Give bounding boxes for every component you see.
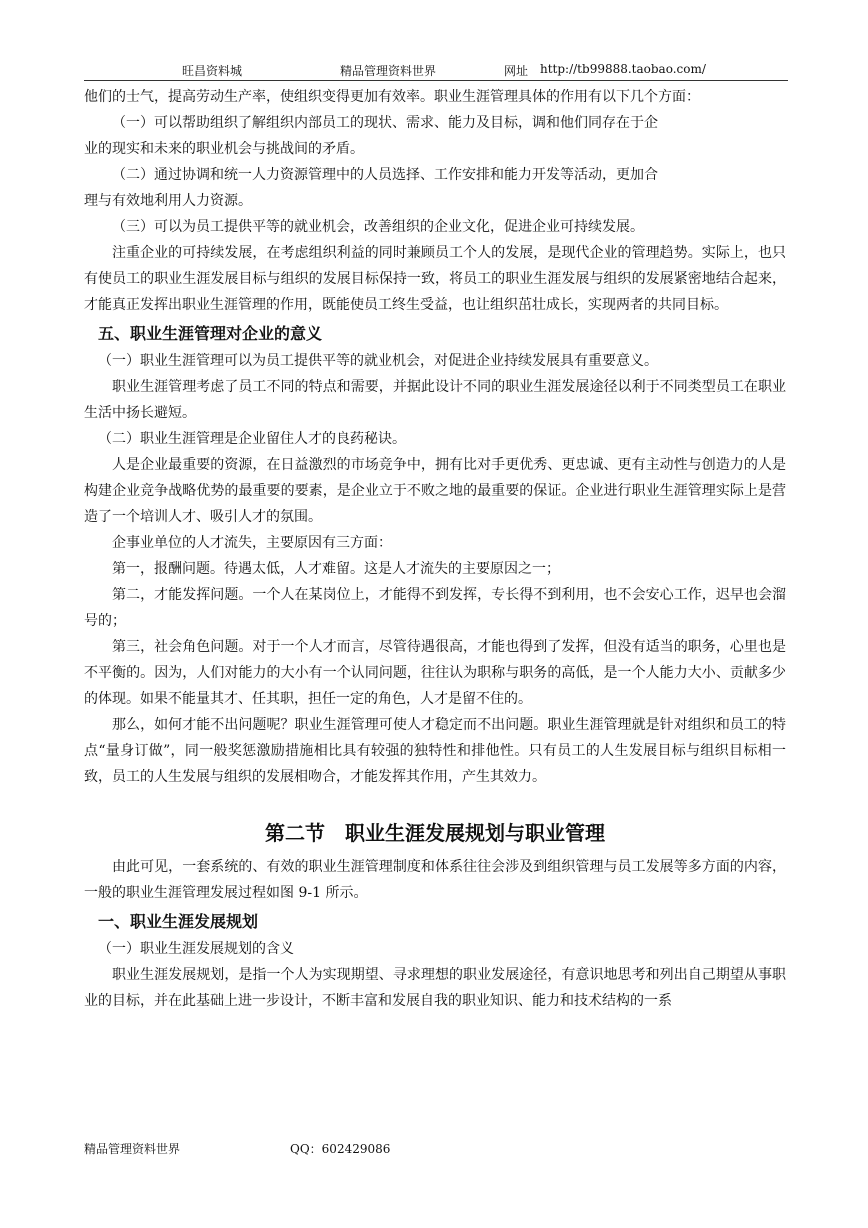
- header-url[interactable]: http://tb99888.taobao.com/: [540, 62, 706, 76]
- section-heading: 一、职业生涯发展规划: [98, 912, 259, 931]
- paragraph: 那么，如何才能不出问题呢？职业生涯管理可使人才稳定而不出问题。职业生涯管理就是针对组织和员工的特点“量身订做”，同一般奖惩激励措施相比具有较强的独特性和排他性。只有员工的人生发展目标与组织目标相一致，员工的人生发展与组织的发展相吻合，才能发挥其作用，产生其效力。: [84, 717, 786, 785]
- paragraph: 第一，报酬问题。待遇太低，人才难留。这是人才流失的主要原因之一；: [112, 561, 560, 577]
- paragraph: 第三，社会角色问题。对于一个人才而言，尽管待遇很高，才能也得到了发挥，但没有适当的职务，心里也是不平衡的。因为，人们对能力的大小有一个认同问题，往往认为职称与职务的高低，是一个人能力大小、贡献多少的体现。如果不能量其才、任其职，担任一定的角色，人才是留不住的。: [84, 639, 786, 707]
- footer-site-name: 精品管理资料世界: [84, 1142, 181, 1156]
- subsection-heading: （一）职业生涯发展规划的含义: [98, 941, 294, 957]
- page-header: [84, 60, 788, 81]
- paragraph: 注重企业的可持续发展，在考虑组织利益的同时兼顾员工个人的发展，是现代企业的管理趋势。实际上，也只有使员工的职业生涯发展目标与组织的发展目标保持一致，将员工的职业生涯发展与组织的发展紧密地结合起来，才能真正发挥出职业生涯管理的作用，既能使员工终生受益，也让组织茁壮成长，实现两者的共同目标。: [84, 245, 786, 313]
- paragraph: 职业生涯发展规划，是指一个人为实现期望、寻求理想的职业发展途径，有意识地思考和列出自己期望从事职业的目标，并在此基础上进一步设计，不断丰富和发展自我的职业知识、能力和技术结构的一系: [84, 967, 786, 1009]
- list-item: （三）可以为员工提供平等的就业机会，改善组织的企业文化，促进企业可持续发展。: [112, 219, 644, 235]
- list-item: （一）可以帮助组织了解组织内部员工的现状、需求、能力及目标，调和他们同存在于企: [112, 115, 658, 131]
- header-subtitle: 精品管理资料世界: [340, 64, 437, 78]
- paragraph: 业的现实和未来的职业机会与挑战间的矛盾。: [84, 141, 364, 157]
- section-heading: 五、职业生涯管理对企业的意义: [98, 324, 323, 343]
- paragraph: 企事业单位的人才流失，主要原因有三方面：: [112, 535, 392, 551]
- list-item: （二）职业生涯管理是企业留住人才的良药秘诀。: [98, 431, 406, 447]
- paragraph: 由此可见，一套系统的、有效的职业生涯管理制度和体系往往会涉及到组织管理与员工发展等多方面的内容，一般的职业生涯管理发展过程如图 9-1 所示。: [84, 859, 786, 901]
- header-url-label: 网址: [504, 64, 529, 78]
- paragraph: 他们的士气，提高劳动生产率，使组织变得更加有效率。职业生涯管理具体的作用有以下几个方面：: [84, 89, 700, 105]
- header-site-name: 旺昌资料城: [182, 64, 243, 78]
- document-body: [84, 84, 786, 1014]
- footer-qq: QQ：602429086: [290, 1142, 391, 1156]
- paragraph: 理与有效地利用人力资源。: [84, 193, 252, 209]
- list-item: （二）通过协调和统一人力资源管理中的人员选择、工作安排和能力开发等活动，更加合: [112, 167, 658, 183]
- list-item: （一）职业生涯管理可以为员工提供平等的就业机会，对促进企业持续发展具有重要意义。: [98, 353, 658, 369]
- page-footer: [84, 1140, 788, 1160]
- paragraph: 第二，才能发挥问题。一个人在某岗位上，才能得不到发挥，专长得不到利用，也不会安心工作，迟早也会溜号的；: [84, 587, 786, 629]
- paragraph: 职业生涯管理考虑了员工不同的特点和需要，并据此设计不同的职业生涯发展途径以利于不同类型员工在职业生活中扬长避短。: [84, 379, 786, 421]
- paragraph: 人是企业最重要的资源，在日益激烈的市场竞争中，拥有比对手更优秀、更忠诚、更有主动性与创造力的人是构建企业竞争战略优势的最重要的要素，是企业立于不败之地的最重要的保证。企业进行职业生涯管理实际上是营造了一个培训人才、吸引人才的氛围。: [84, 457, 786, 525]
- chapter-heading: 第二节 职业生涯发展规划与职业管理: [265, 821, 605, 845]
